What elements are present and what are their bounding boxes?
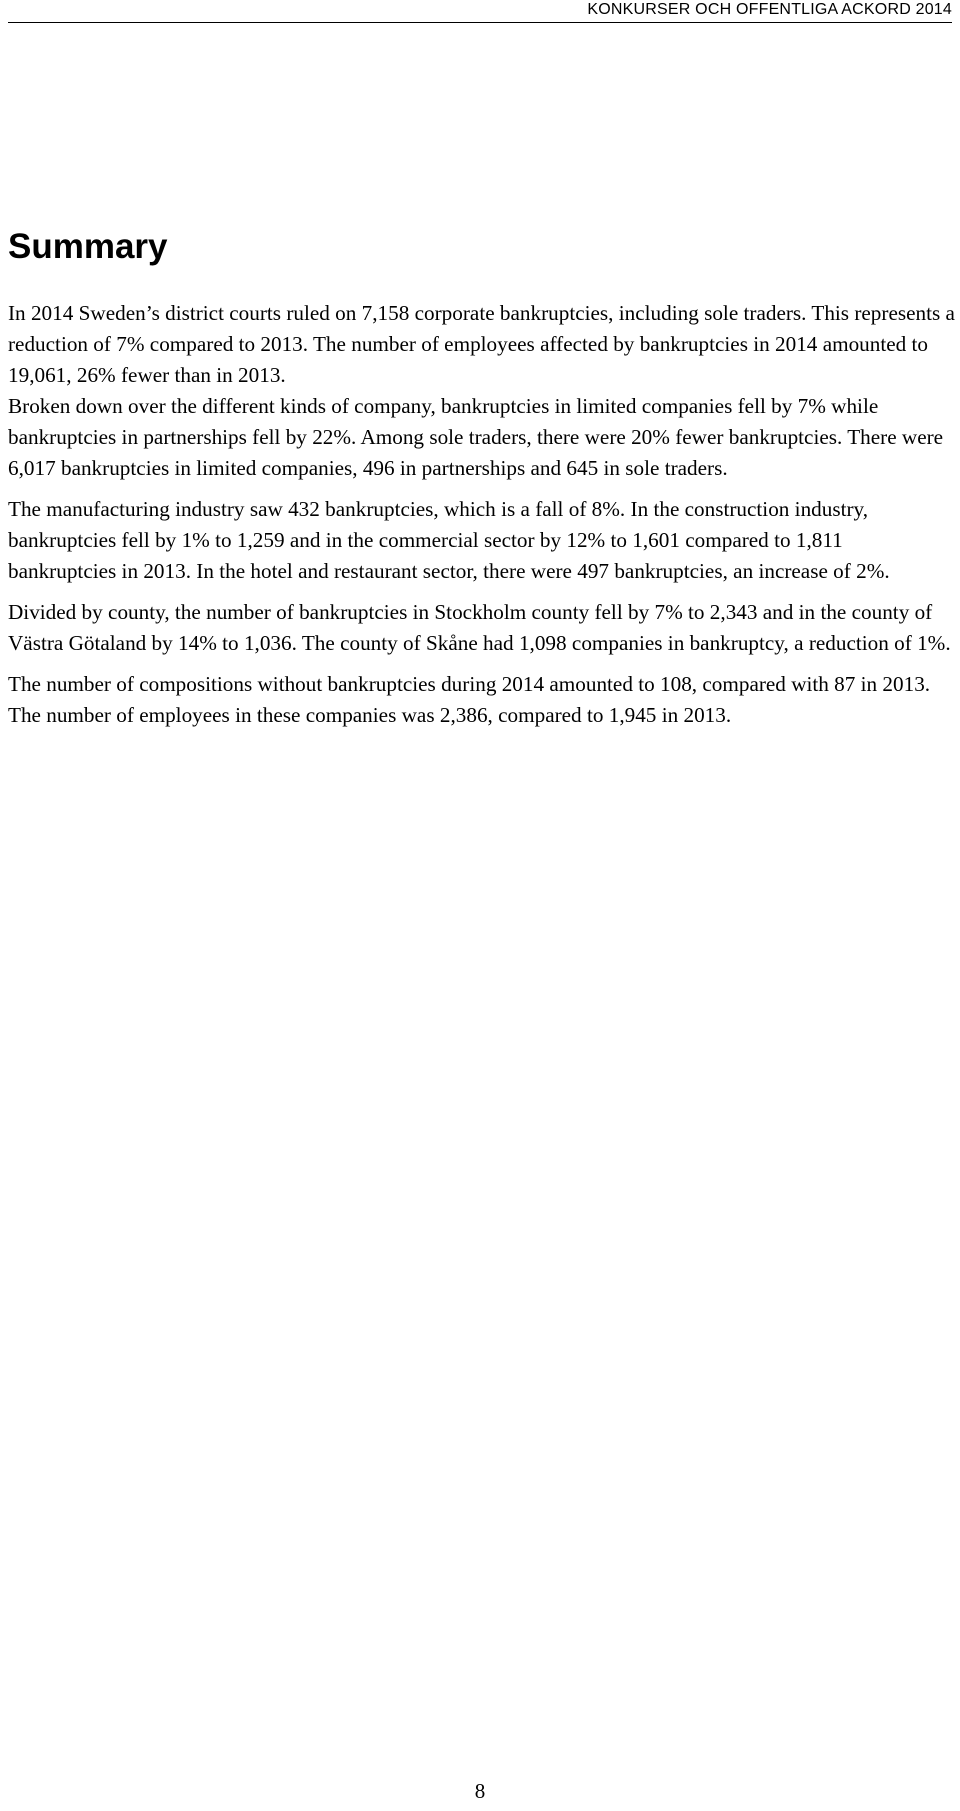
paragraph-compositions: The number of compositions without bankruptcies during 2014 amounted to 108, compared with 87 in 2013. The number of employees in these companies was 2,386, compared to 1,945 in 2013. bbox=[8, 672, 931, 727]
paragraph-counties: Divided by county, the number of bankruptcies in Stockholm county fell by 7% to 2,343 and in the county of Västra Götaland by 14% to 1,036. The county of Skåne had 1,098 companies in bankruptcy, a reduction of 1%. bbox=[8, 600, 951, 655]
header-divider bbox=[8, 22, 952, 23]
page-title: Summary bbox=[8, 227, 168, 266]
paragraph-company-types: Broken down over the different kinds of company, bankruptcies in limited companies fell by 7% while bankruptcies in partnerships fell by 22%. Among sole traders, there were 20% fewer bankruptcies. There were 6,017 bankruptcies in limited companies, 496 in partnerships and 645 in sole traders. bbox=[8, 394, 944, 480]
paragraph-overview: In 2014 Sweden’s district courts ruled on 7,158 corporate bankruptcies, including sole traders. This represents a reduction of 7% compared to 2013. The number of employees affected by bankruptcies in 2014 amounted to 19,061, 26% fewer than in 2013. bbox=[8, 301, 955, 387]
running-header: KONKURSER OCH OFFENTLIGA ACKORD 2014 bbox=[587, 1, 952, 18]
document-body bbox=[8, 298, 956, 731]
page-number: 8 bbox=[474, 1779, 486, 1803]
paragraph-industries: The manufacturing industry saw 432 bankruptcies, which is a fall of 8%. In the construction industry, bankruptcies fell by 1% to 1,259 and in the commercial sector by 12% to 1,601 compared to 1,811 bankruptcies in 2013. In the hotel and restaurant sector, there were 497 bankruptcies, an increase of 2%. bbox=[8, 497, 890, 583]
